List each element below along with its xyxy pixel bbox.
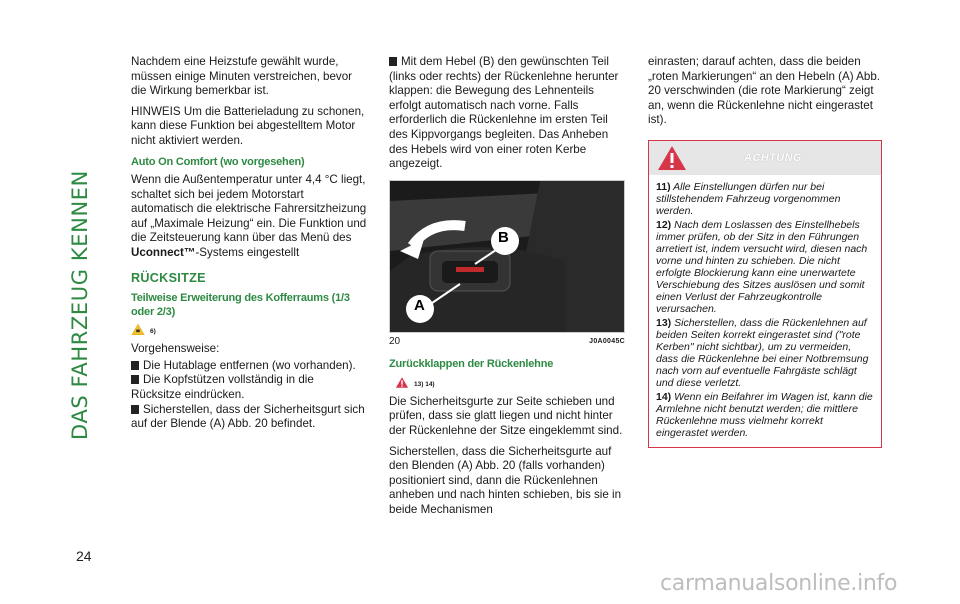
paragraph: Die Sicherheitsgurte zur Seite schieben und prüfen, dass sie glatt liegen und nicht hinter der Rückenlehne der Sitze eingeklemmt sind.: [389, 394, 623, 438]
paragraph-text: Wenn die Außentemperatur unter 4,4 °C liegt, schaltet sich bei jedem Motorstart automatisch die elektrische Fahrersitzheizung auf „Maximale Heizung“ ein. Die Funktion und die Zeitsteuerung kann über das Menü des: [131, 173, 367, 245]
paragraph: einrasten; darauf achten, dass die beiden „roten Markierungen“ an den Hebeln (A) Abb. 20 verschwinden (die rote Markierung“ zeigt an, wenn die Rückenlehne nicht eingerastet ist).: [648, 55, 881, 127]
warning-triangle-icon: [395, 376, 409, 389]
page-number: 24: [76, 548, 92, 564]
bullet-text: Die Kopfstützen vollständig in die Rücksitze eindrücken.: [131, 373, 314, 401]
figure-label-b: B: [498, 228, 509, 246]
subheading-auto-on-comfort: Auto On Comfort (wo vorgesehen): [131, 155, 305, 168]
bullet-text: Die Hutablage entfernen (wo vorhanden).: [143, 358, 356, 372]
column-3: [648, 55, 882, 448]
paragraph: Vorgehensweise:: [131, 342, 220, 356]
warning-triangle-icon: [657, 145, 687, 171]
caution-triangle-icon: [131, 323, 145, 336]
subheading-kofferraum: Teilweise Erweiterung des Kofferraums (1/3 oder 2/3): [131, 292, 350, 318]
reference-number: 6): [150, 328, 156, 336]
warning-number: 13): [656, 316, 672, 329]
bullet-item: [131, 373, 367, 402]
figure-caption-row: [389, 335, 625, 350]
warning-item: [656, 391, 874, 439]
bullet-square-icon: [389, 57, 397, 66]
bullet-text: Mit dem Hebel (B) den gewünschten Teil (links oder rechts) der Rückenlehne herunter klappen: die Bewegung des Lehnenteils erfolgt automatisch nach vorne. Falls erforderlich die Rückenlehne im ersten Teil des Kippvorgangs begleiten. Das Anheben des Hebels wird von einer roten Kerbe angezeigt.: [389, 55, 619, 171]
bullet-item: [131, 403, 367, 432]
warning-text: Sicherstellen, dass die Rückenlehnen auf beiden Seiten korrekt eingerastet sind ("rote Kerben" nicht sichtbar), um zu vermeiden, dass die Rückenlehne bei einer Notbremsung nach vorn auf eventuelle Fahrgäste schlägt und diese verletzt.: [656, 316, 869, 389]
brand-name: Uconnect™: [131, 246, 196, 260]
paragraph-text-end: -Systems eingestellt: [195, 246, 300, 260]
warning-reference: [131, 323, 367, 336]
bullet-text: Sicherstellen, dass der Sicherheitsgurt sich auf der Blende (A) Abb. 20 befindet.: [131, 402, 365, 431]
watermark: carmanualsonline.info: [660, 571, 898, 596]
seat-backrest-illustration: [390, 181, 625, 333]
warning-text: Wenn ein Beifahrer im Wagen ist, kann die Armlehne nicht benutzt werden; die mittlere Rückenlehne muss vielmehr korrekt eingerastet werden.: [656, 390, 873, 439]
achtung-body: [649, 175, 881, 447]
bullet-square-icon: [131, 405, 139, 414]
achtung-title: ACHTUNG: [744, 151, 802, 164]
paragraph: Sicherstellen, dass die Sicherheitsgurte auf den Blenden (A) Abb. 20 (falls vorhanden) positioniert sind, dann die Rückenlehnen anheben und nach hinten schieben, bis sie in beide Mechanismen: [389, 444, 622, 516]
bullet-square-icon: [131, 361, 139, 370]
warning-item: [656, 317, 874, 389]
reference-numbers: 13) 14): [414, 380, 435, 388]
figure-seat-lever-photo: [389, 180, 625, 333]
paragraph: Nachdem eine Heizstufe gewählt wurde, müssen einige Minuten verstreichen, bevor die Wirkung bemerkbar ist.: [131, 55, 353, 98]
warning-reference: [395, 376, 625, 389]
warning-text: Nach dem Loslassen des Einstellhebels immer prüfen, ob der Sitz in den Führungen arretiert ist, indem versucht wird, diesen nach vorne und hinten zu schieben. Die nicht erfolgte Blockierung kann eine unerwartete Verschiebung des Sitzes auslösen und somit einen Verlust der Fahrzeugkontrolle verursachen.: [656, 218, 868, 315]
figure-label-a: A: [414, 296, 425, 314]
figure-code: J0A0045C: [589, 337, 625, 345]
bullet-item: [131, 359, 367, 374]
warning-text: Alle Einstellungen dürfen nur bei stillstehendem Fahrzeug vorgenommen werden.: [656, 180, 841, 217]
bullet-square-icon: [131, 375, 139, 384]
section-heading-ruecksitze: RÜCKSITZE: [131, 270, 206, 285]
warning-number: 11): [656, 180, 671, 193]
column-1: [131, 55, 367, 432]
side-section-title-text: DAS FAHRZEUG KENNEN: [68, 170, 92, 440]
warning-number: 14): [656, 390, 672, 403]
warning-item: [656, 181, 874, 217]
warning-number: 12): [656, 218, 672, 231]
achtung-warning-box: [648, 140, 882, 448]
paragraph: [131, 173, 367, 261]
note-paragraph: HINWEIS Um die Batterieladung zu schonen, kann diese Funktion bei abgestelltem Motor nicht aktiviert werden.: [131, 104, 365, 147]
bullet-item: [389, 55, 625, 172]
achtung-header: [649, 141, 881, 175]
figure-title: Zurückklappen der Rückenlehne: [389, 358, 554, 371]
column-2: [389, 55, 625, 524]
warning-item: [656, 219, 874, 315]
figure-number: 20: [389, 335, 401, 347]
